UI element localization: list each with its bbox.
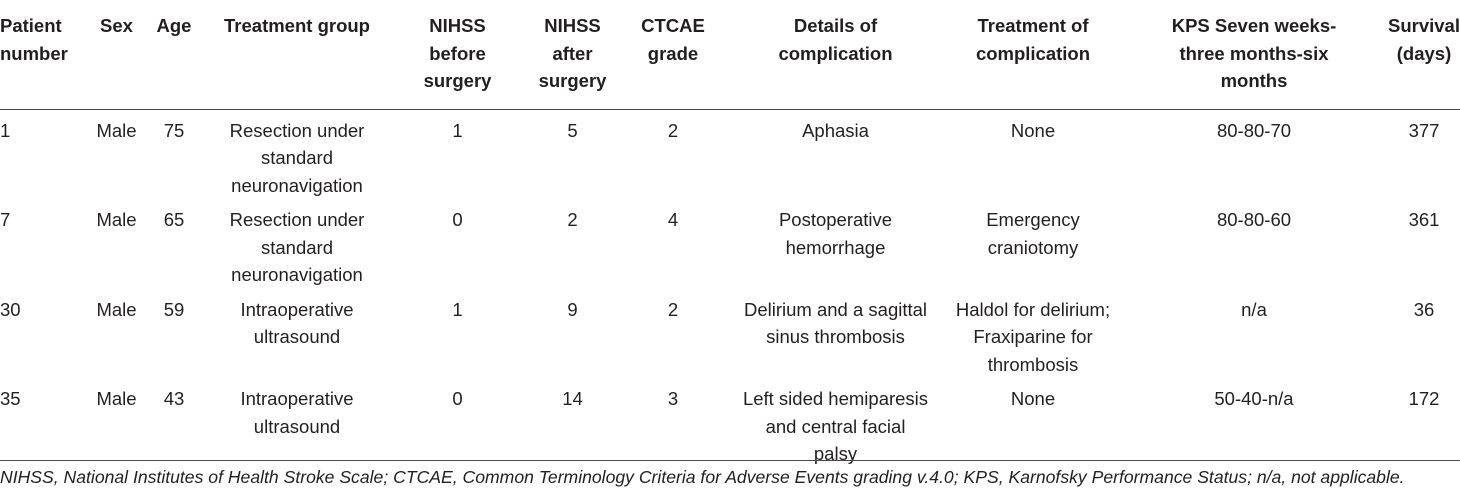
cell-survival: 377 — [1408, 119, 1440, 141]
cell-ctcae-grade: 2 — [667, 298, 679, 320]
cell-sex: Male — [96, 209, 137, 230]
col-header-kps: KPS Seven weeks- three months-six months — [1120, 6, 1388, 109]
cell-nihss-after: 5 — [567, 119, 578, 141]
cell-details: Postoperative hemorrhage — [778, 209, 893, 258]
col-header-nihss-before: NIHSS before surgery — [391, 6, 524, 109]
cell-ctcae-grade: 2 — [667, 119, 679, 141]
cell-survival: 36 — [1413, 298, 1435, 320]
cell-ctcae-grade: 4 — [667, 209, 679, 230]
table-row — [0, 378, 1460, 468]
col-header-details-of-complication: Details of complication — [725, 6, 946, 109]
cell-treatment: None — [1010, 119, 1056, 141]
cell-nihss-after: 2 — [567, 209, 578, 230]
col-header-age: Age — [145, 6, 203, 109]
cell-patient-number: 7 — [0, 209, 11, 230]
cell-treatment-group: Intraoperative ultrasound — [240, 298, 354, 347]
cell-survival: 172 — [1408, 388, 1440, 409]
cell-kps: 50-40-n/a — [1214, 388, 1294, 409]
cell-details: Delirium and a sagittal sinus thrombosis — [743, 298, 928, 347]
header-row — [0, 6, 1460, 109]
cell-nihss-before: 0 — [452, 209, 463, 230]
cell-nihss-before: 0 — [452, 388, 463, 409]
cell-nihss-after: 9 — [567, 298, 578, 320]
cell-kps: 80-80-70 — [1216, 119, 1292, 141]
table-row — [0, 199, 1460, 289]
cell-details: Aphasia — [802, 119, 869, 141]
cell-treatment: None — [1010, 388, 1056, 409]
table-row — [0, 289, 1460, 379]
col-header-nihss-after: NIHSS after surgery — [524, 6, 621, 109]
cell-patient-number: 1 — [0, 119, 11, 141]
cell-survival: 361 — [1408, 209, 1440, 230]
complications-table — [0, 6, 1460, 468]
cell-age: 65 — [163, 209, 185, 230]
table-bottom-rule — [0, 460, 1460, 461]
col-header-patient-number: Patient number — [0, 6, 88, 109]
col-header-survival: Survival (days) — [1388, 6, 1460, 109]
cell-patient-number: 30 — [0, 298, 21, 320]
table-row — [0, 109, 1460, 199]
cell-sex: Male — [96, 298, 137, 320]
cell-nihss-before: 1 — [452, 119, 463, 141]
cell-age: 75 — [163, 119, 185, 141]
cell-nihss-before: 1 — [452, 298, 463, 320]
cell-sex: Male — [96, 119, 137, 141]
cell-age: 43 — [163, 388, 185, 409]
cell-sex: Male — [96, 388, 137, 409]
col-header-ctcae-grade: CTCAE grade — [621, 6, 725, 109]
col-header-treatment-of-complication: Treatment of complication — [946, 6, 1120, 109]
cell-kps: n/a — [1241, 298, 1267, 320]
cell-patient-number: 35 — [0, 388, 21, 409]
col-header-treatment-group: Treatment group — [203, 6, 391, 109]
cell-treatment-group: Intraoperative ultrasound — [240, 388, 354, 437]
cell-treatment-group: Resection under standard neuronavigation — [229, 209, 365, 285]
cell-treatment: Emergency craniotomy — [986, 209, 1080, 258]
cell-age: 59 — [163, 298, 185, 320]
cell-kps: 80-80-60 — [1216, 209, 1292, 230]
cell-treatment-group: Resection under standard neuronavigation — [229, 119, 365, 196]
col-header-sex: Sex — [88, 6, 145, 109]
cell-treatment: Haldol for delirium; Fraxiparine for thrombosis — [955, 298, 1111, 375]
cell-nihss-after: 14 — [562, 388, 583, 409]
cell-details: Left sided hemiparesis and central facial palsy — [742, 388, 929, 464]
table-footnote: NIHSS, National Institutes of Health Stroke Scale; CTCAE, Common Terminology Criteria for Adverse Events grading v.4.0; KPS, Karnofsky Performance Status; n/a, not applicable. — [0, 467, 1405, 487]
cell-ctcae-grade: 3 — [667, 388, 679, 409]
